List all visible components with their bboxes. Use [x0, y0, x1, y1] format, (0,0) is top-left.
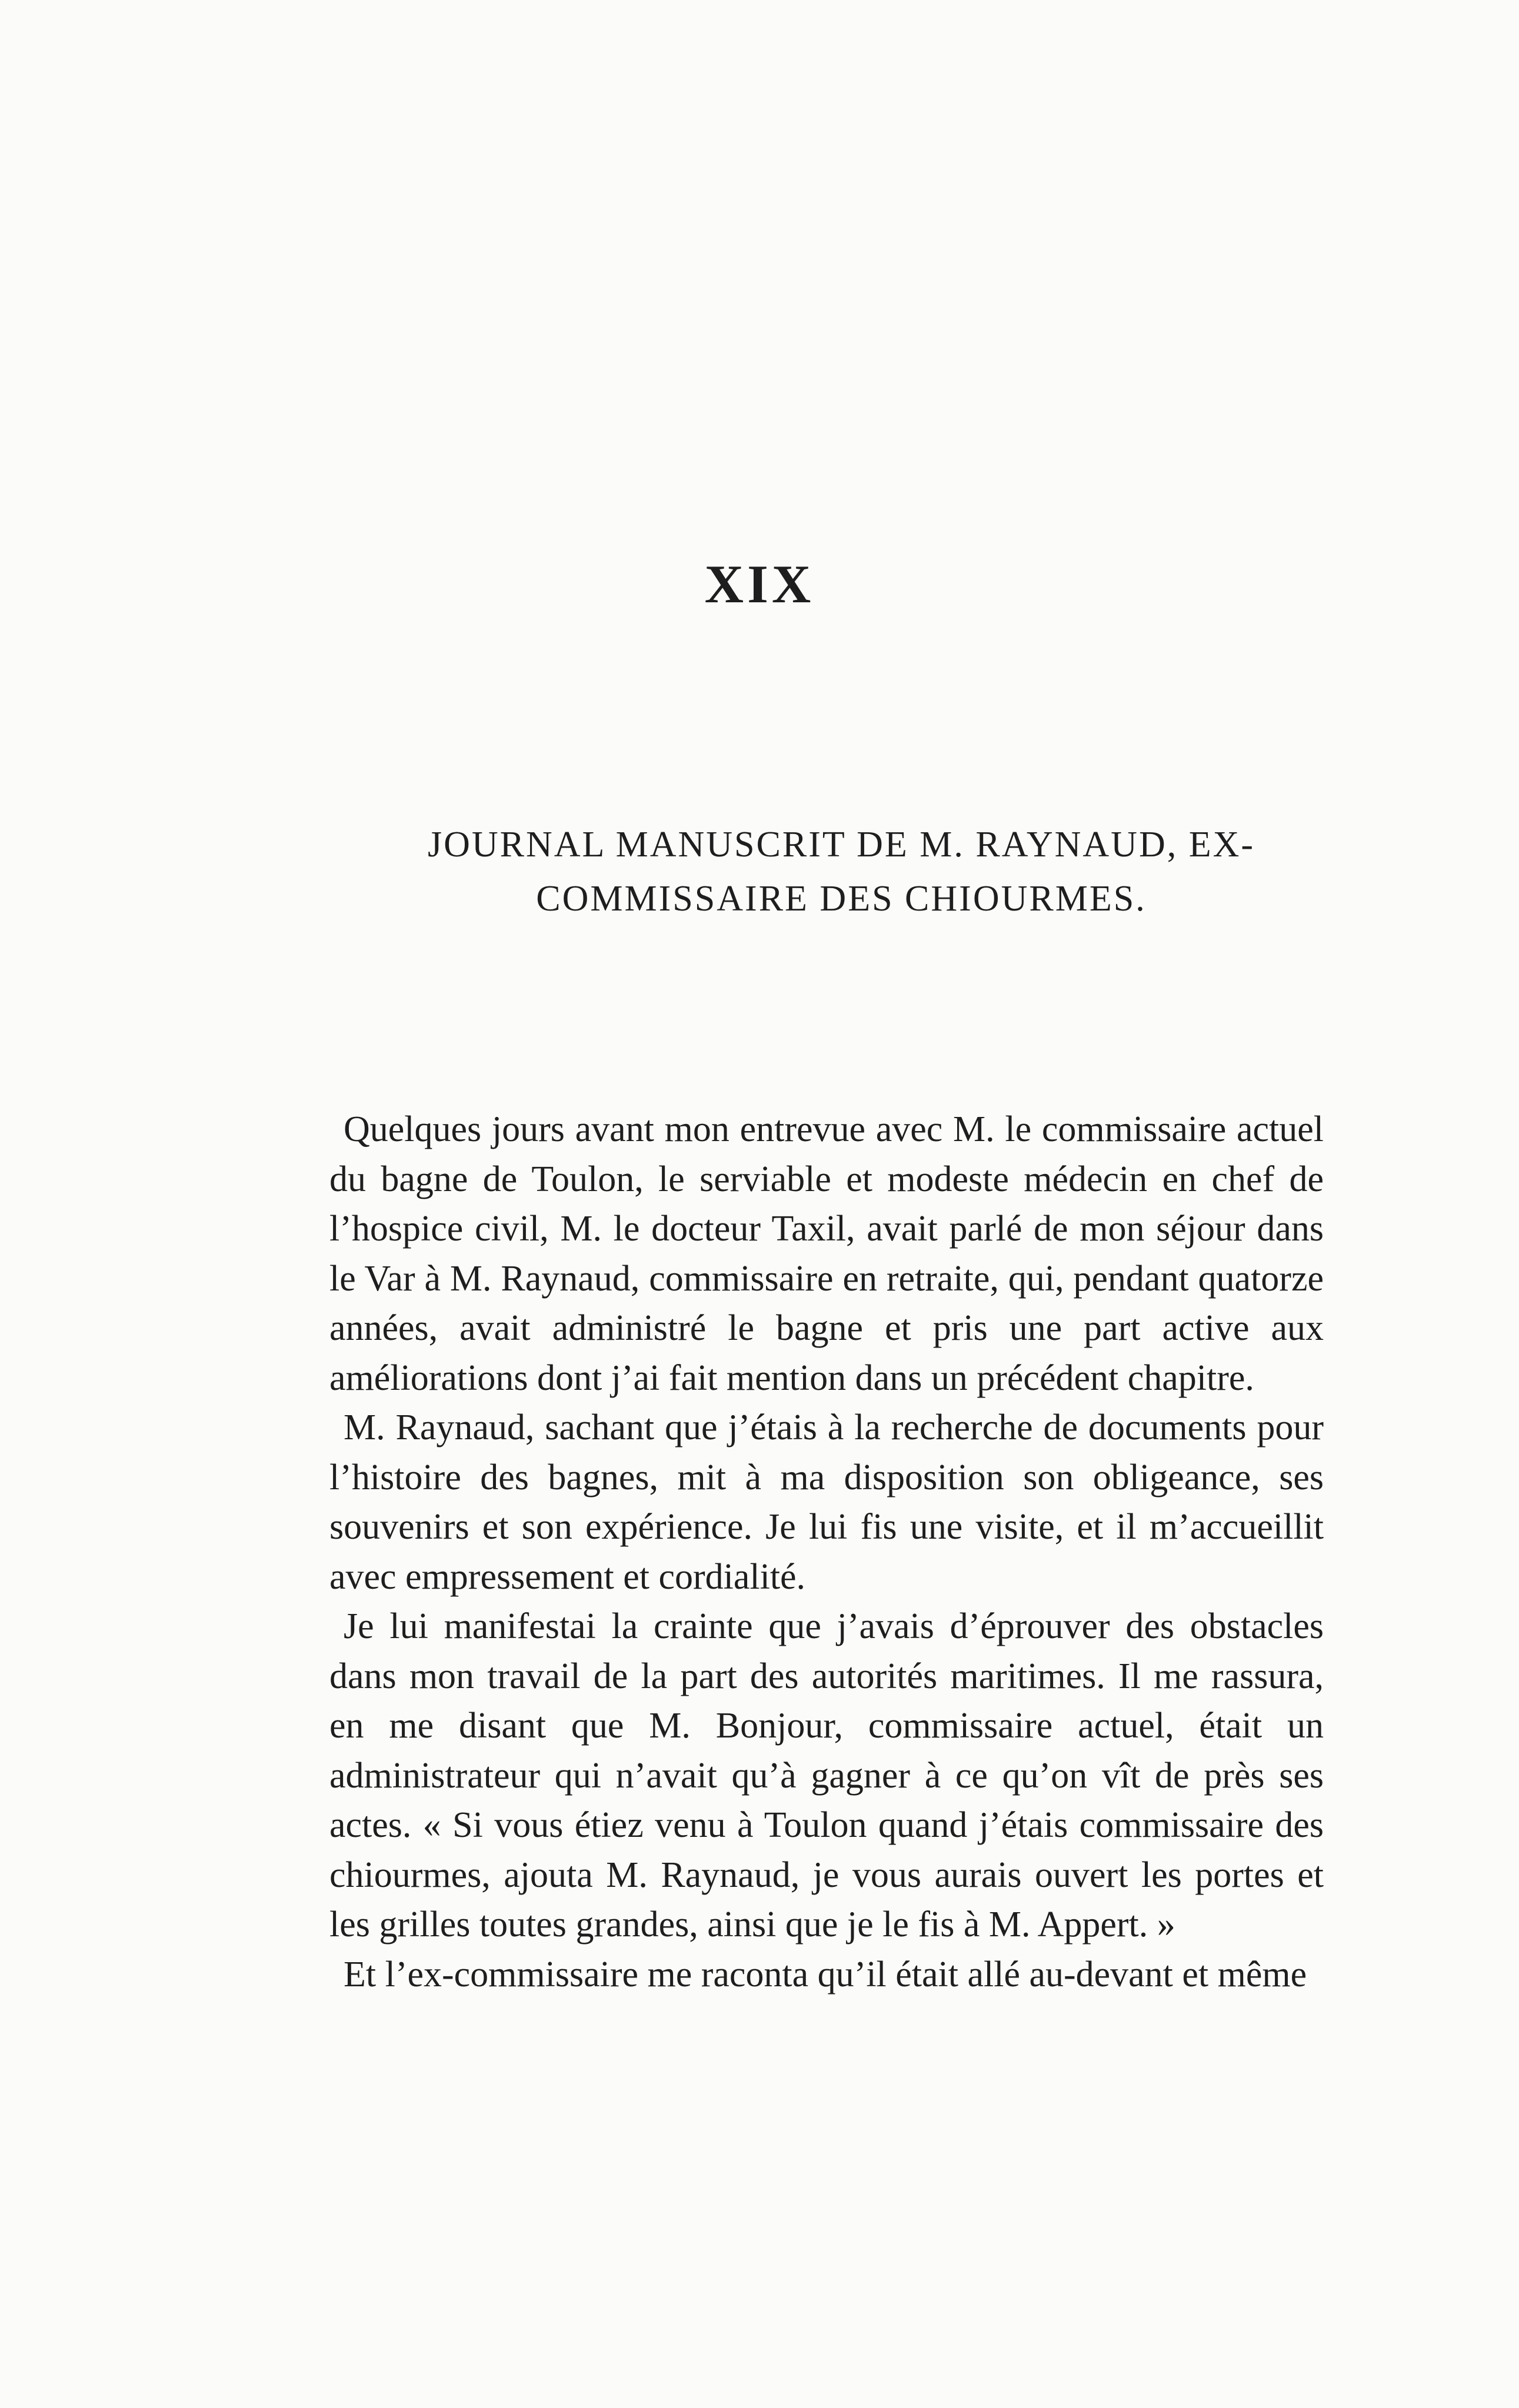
- chapter-title: JOURNAL MANUSCRIT DE M. RAYNAUD, EX-COMMISSAIRE DES CHIOURMES.: [427, 825, 1255, 919]
- chapter-number: XIX: [704, 554, 815, 614]
- paragraph: Quelques jours avant mon entrevue avec M. le commissaire actuel du bagne de Toulon, le serviable et modeste médecin en chef de l’hospice civil, M. le docteur Taxil, avait parlé de mon séjour dans le Var à M. Raynaud, commissaire en retraite, qui, pendant quatorze années, avait administré le bagne et pris une part active aux améliorations dont j’ai fait mention dans un précédent chapitre.: [329, 1109, 1324, 1398]
- paragraph: Et l’ex-commissaire me raconta qu’il était allé au-devant et même: [344, 1954, 1307, 1995]
- paragraph: Je lui manifestai la crainte que j’avais d’éprouver des obstacles dans mon travail de la part des autorités maritimes. Il me rassura, en me disant que M. Bonjour, commissaire actuel, était un administrateur qui n’avait qu’à gagner à ce qu’on vît de près ses actes. « Si vous étiez venu à Toulon quand j’étais commissaire des chiourmes, ajouta M. Raynaud, je vous aurais ouvert les portes et les grilles toutes grandes, ainsi que je le fis à M. Appert. »: [329, 1606, 1324, 1945]
- body-text: [329, 1105, 1324, 1999]
- paragraph: M. Raynaud, sachant que j’étais à la recherche de documents pour l’histoire des bagnes, mit à ma disposition son obligeance, ses souvenirs et son expérience. Je lui fis une visite, et il m’accueillit avec empressement et cordialité.: [329, 1408, 1324, 1597]
